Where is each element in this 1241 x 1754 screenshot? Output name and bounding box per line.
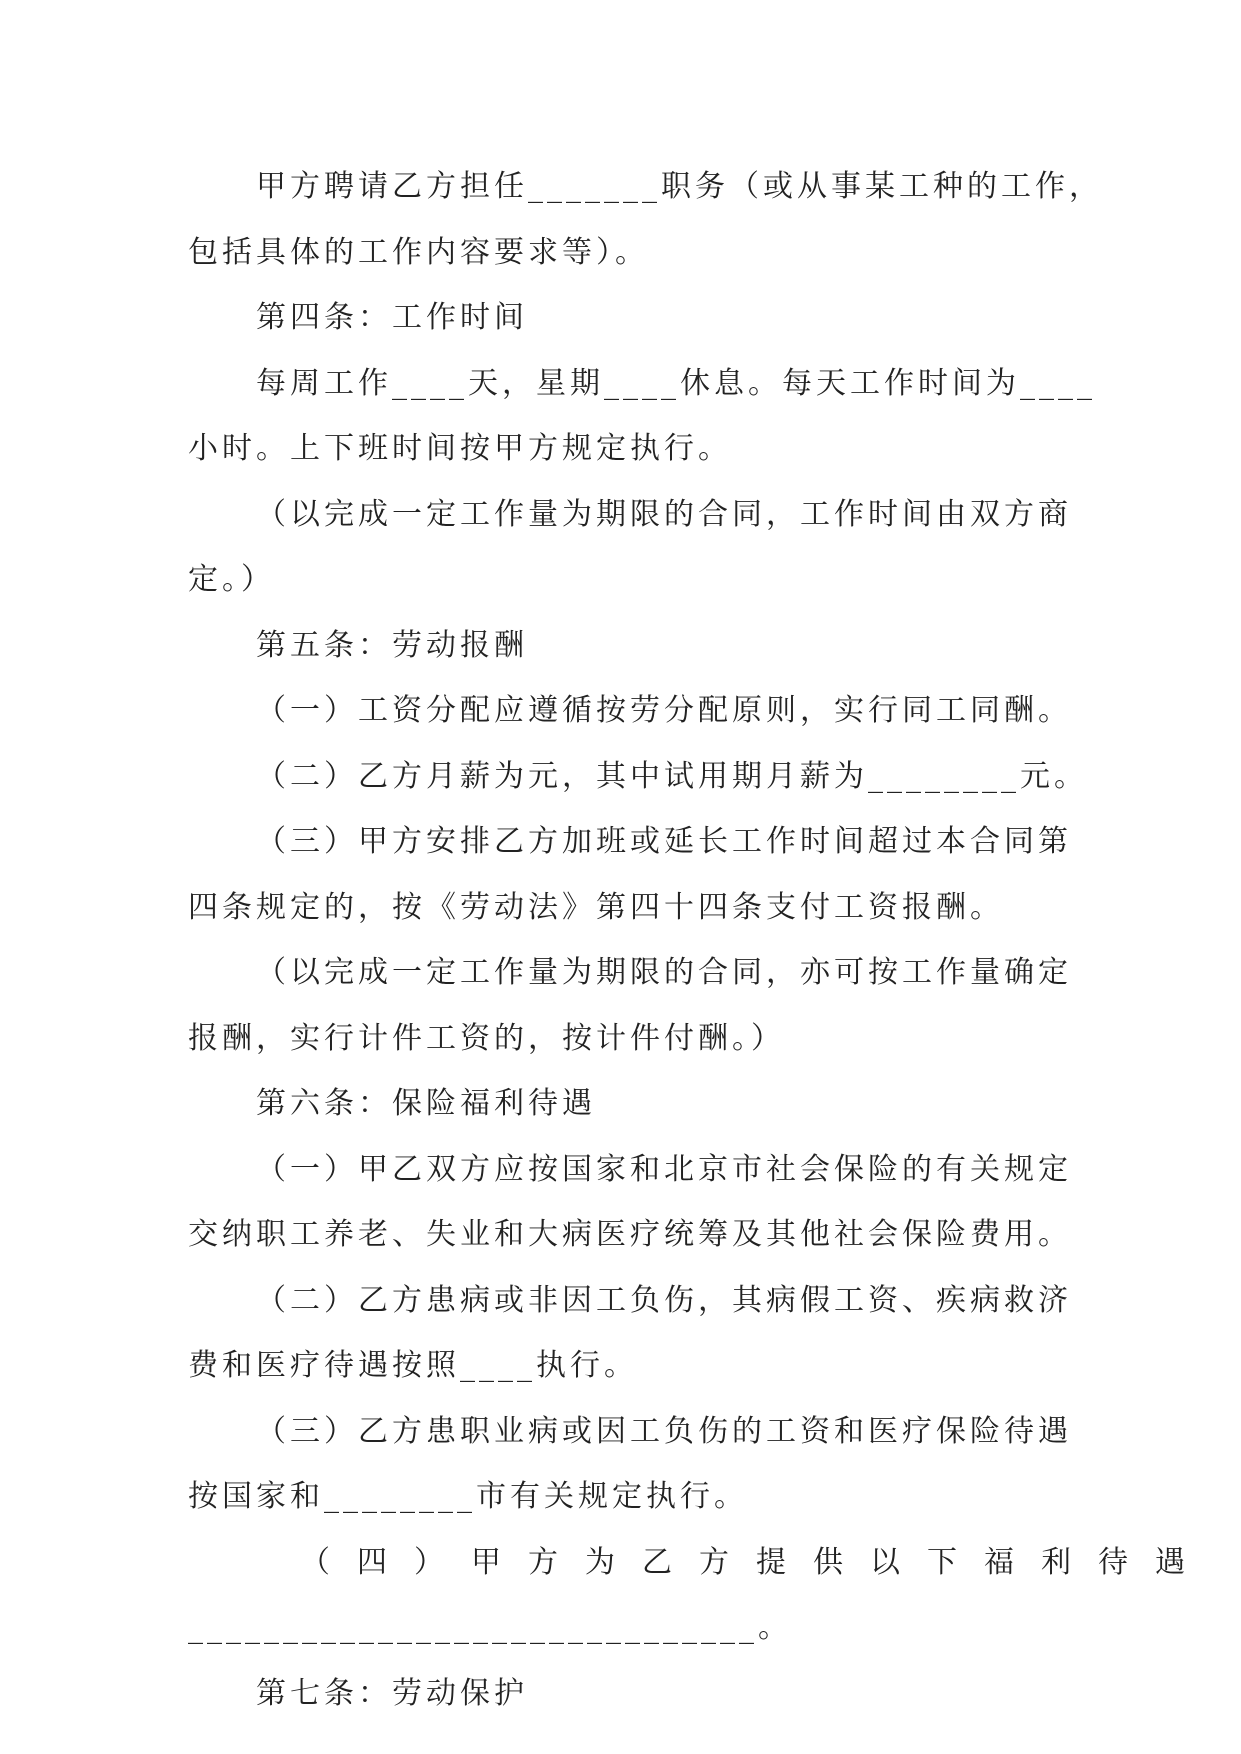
text-line: （一）工资分配应遵循按劳分配原则，实行同工同酬。 [256, 693, 1072, 728]
text-line: 四条规定的，按《劳动法》第四十四条支付工资报酬。 [188, 889, 1004, 925]
text-line: 甲方聘请乙方担任_______职务（或从事某工种的工作， [256, 169, 1103, 204]
text-line: （以完成一定工作量为期限的合同，工作时间由双方商 [256, 496, 1072, 532]
text-line: （二）乙方月薪为元，其中试用期月薪为________元。 [256, 758, 1088, 794]
text-line: （以完成一定工作量为期限的合同，亦可按工作量确定 [256, 955, 1072, 990]
text-line: （四）甲方为乙方提供以下福利待遇 [300, 1544, 1212, 1580]
text-line: 包括具体的工作内容要求等）。 [188, 234, 649, 270]
text-line: 小时。上下班时间按甲方规定执行。 [188, 431, 732, 466]
text-line: 报酬，实行计件工资的，按计件付酬。） [188, 1020, 785, 1056]
text-line: 按国家和________市有关规定执行。 [188, 1479, 748, 1514]
text-line: （二）乙方患病或非因工负伤，其病假工资、疾病救济 [256, 1282, 1072, 1318]
document-body [188, 154, 1212, 1726]
text-line: ______________________________。 [188, 1610, 792, 1645]
text-line: 定。） [188, 562, 275, 597]
text-line: （一）甲乙双方应按国家和北京市社会保险的有关规定 [256, 1151, 1072, 1187]
article-heading: 第六条：保险福利待遇 [256, 1086, 596, 1121]
text-line: 每周工作____天，星期____休息。每天工作时间为____ [256, 365, 1096, 401]
article-heading: 第七条：劳动保护 [256, 1675, 528, 1711]
text-line: 费和医疗待遇按照____执行。 [188, 1348, 638, 1383]
text-line: 交纳职工养老、失业和大病医疗统筹及其他社会保险费用。 [188, 1217, 1072, 1252]
text-line: （三）乙方患职业病或因工负伤的工资和医疗保险待遇 [256, 1413, 1072, 1449]
article-heading: 第四条：工作时间 [256, 300, 528, 335]
article-heading: 第五条：劳动报酬 [256, 627, 528, 663]
text-line: （三）甲方安排乙方加班或延长工作时间超过本合同第 [256, 824, 1072, 859]
